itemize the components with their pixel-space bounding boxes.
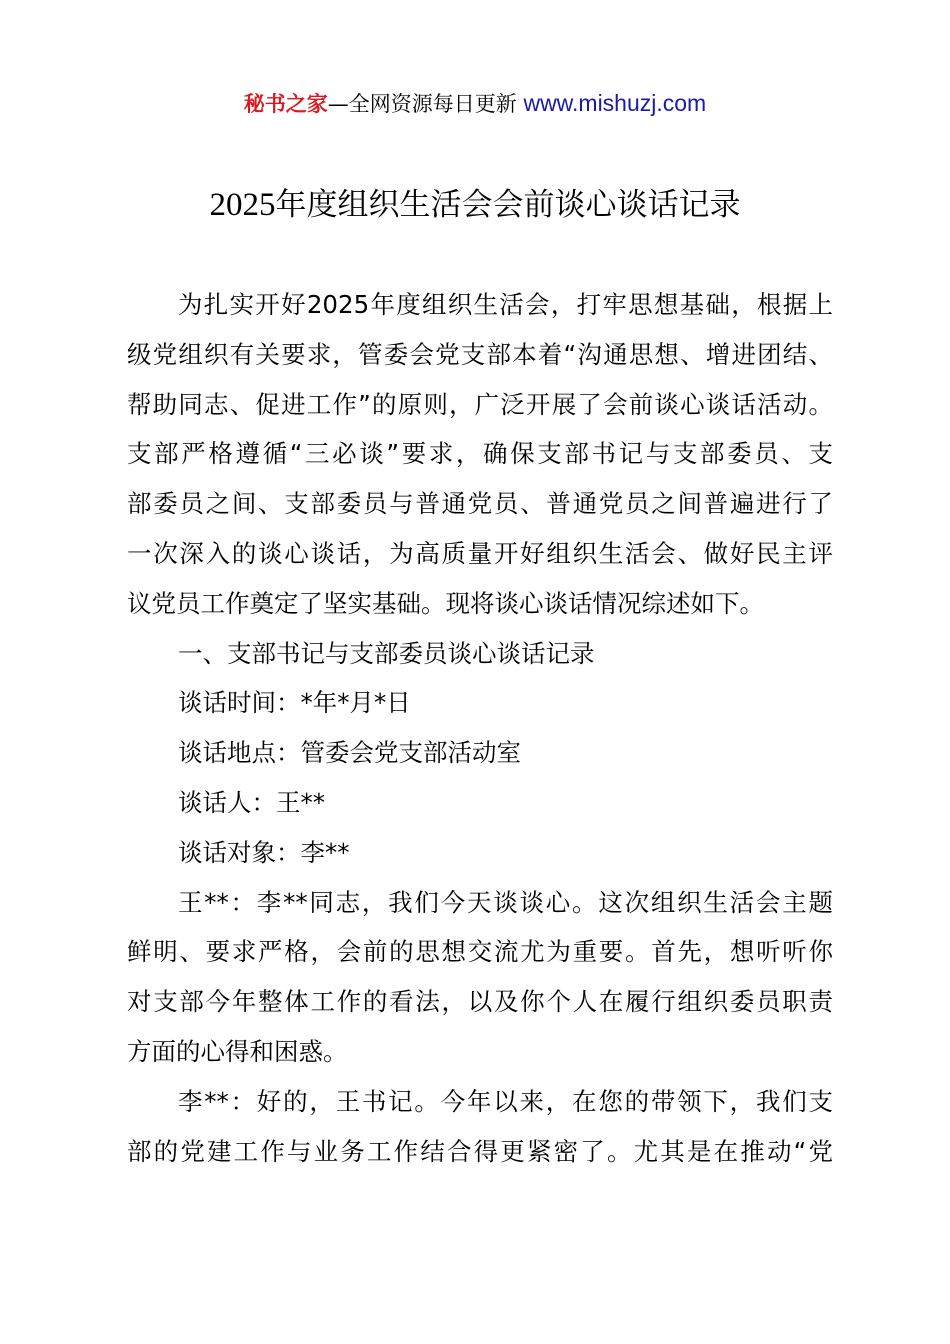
meeting-location: 谈话地点：管委会党支部活动室 xyxy=(178,738,521,768)
dialogue-line: 鲜明、要求严格，会前的思想交流尤为重要。首先，想听听你 xyxy=(127,937,833,967)
brand-name: 秘书之家 xyxy=(243,92,328,116)
dialogue-line: 李**：好的，王书记。今年以来，在您的带领下，我们支 xyxy=(178,1086,833,1116)
section-heading: 一、支部书记与支部委员谈心谈话记录 xyxy=(178,638,595,668)
title-text: 年度组织生活会会前谈心谈话记录 xyxy=(275,187,741,223)
paragraph-line: 一次深入的谈心谈话，为高质量开好组织生活会、做好民主评 xyxy=(127,538,833,568)
paragraph-line: 级党组织有关要求，管委会党支部本着“沟通思想、增进团结、 xyxy=(127,339,833,369)
paragraph-line: 议党员工作奠定了坚实基础。现将谈心谈话情况综述如下。 xyxy=(127,588,764,618)
dialogue-line: 王**：李**同志，我们今天谈谈心。这次组织生活会主题 xyxy=(178,887,833,917)
header-tagline: 全网资源每日更新 xyxy=(348,92,517,116)
title-year: 2025 xyxy=(209,187,276,223)
interviewee: 谈话对象：李** xyxy=(178,837,350,867)
paragraph-line: 部委员之间、支部委员与普通党员、普通党员之间普遍进行了 xyxy=(127,489,833,519)
document-body xyxy=(127,280,833,1176)
interviewer: 谈话人：王** xyxy=(178,787,325,817)
header-dash: — xyxy=(327,92,349,116)
paragraph-line: 为扎实开好2025年度组织生活会，打牢思想基础，根据上 xyxy=(178,290,833,319)
site-header xyxy=(0,86,950,121)
meeting-time: 谈话时间：*年*月*日 xyxy=(178,688,411,718)
dialogue-line: 对支部今年整体工作的看法，以及你个人在履行组织委员职责 xyxy=(127,987,833,1017)
site-url-link[interactable]: www.mishuzj.com xyxy=(523,90,707,116)
dialogue-line: 方面的心得和困惑。 xyxy=(127,1036,348,1066)
paragraph-line: 支部严格遵循“三必谈”要求，确保支部书记与支部委员、支 xyxy=(127,439,833,469)
document-title xyxy=(0,182,950,228)
paragraph-line: 帮助同志、促进工作”的原则，广泛开展了会前谈心谈话活动。 xyxy=(127,389,833,419)
dialogue-line: 部的党建工作与业务工作结合得更紧密了。尤其是在推动“党 xyxy=(127,1136,833,1166)
